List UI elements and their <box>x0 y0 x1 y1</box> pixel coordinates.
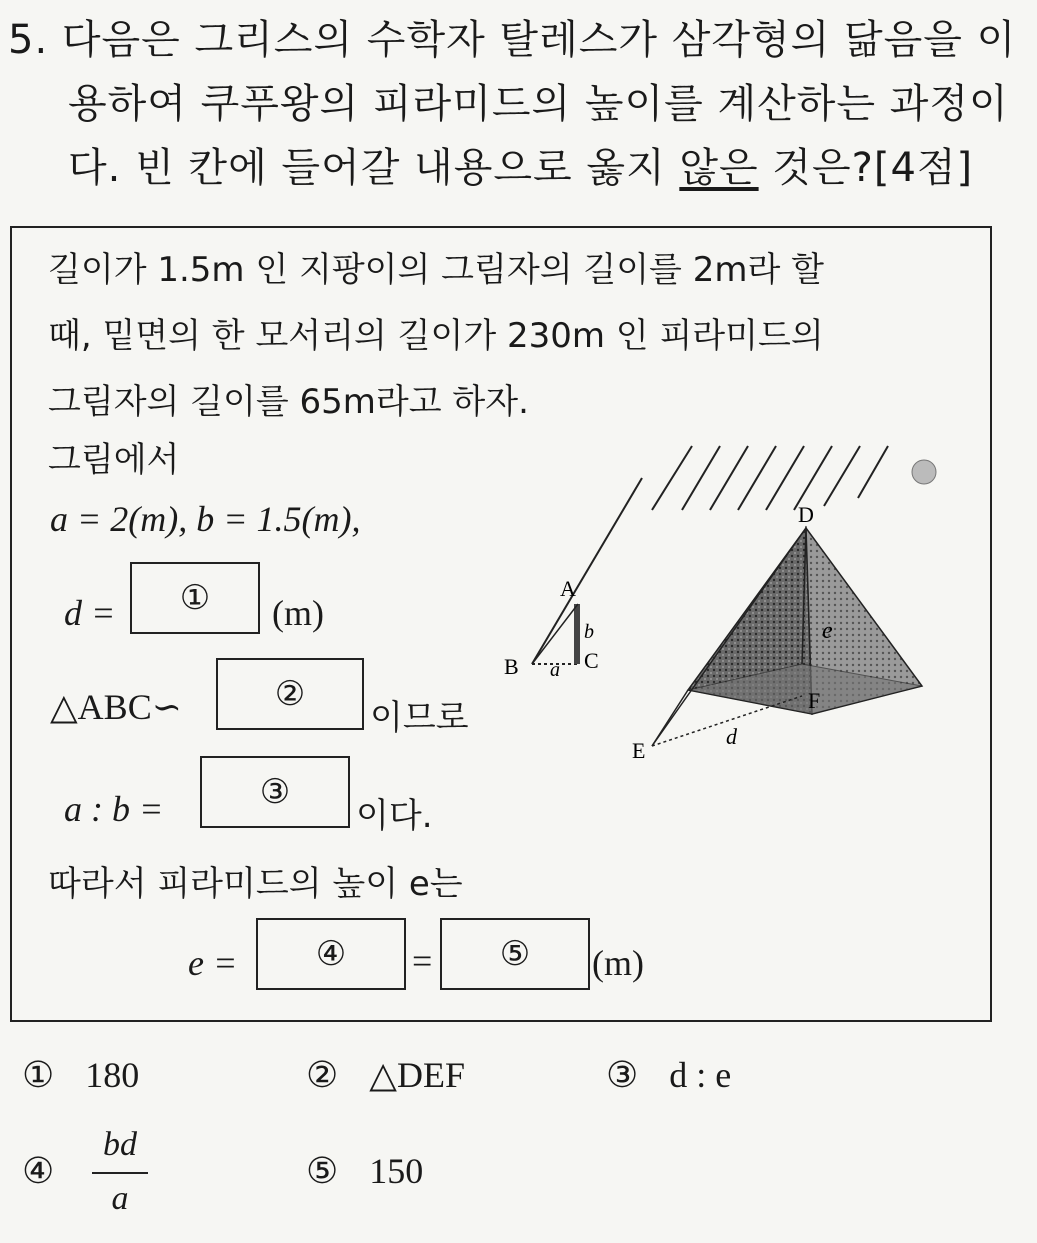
pyramid <box>652 528 922 746</box>
imeuro-text: 이므로 <box>370 698 469 738</box>
choice-4-fraction-bar <box>92 1172 148 1174</box>
choice-3-number: ③ <box>606 1055 639 1095</box>
label-d-point: D <box>798 502 814 527</box>
ida-text: 이다. <box>356 796 433 836</box>
box-paragraph-4: 그림에서 <box>48 440 180 480</box>
label-a-length: a <box>550 659 560 681</box>
label-f-point: F <box>808 688 821 713</box>
choice-3[interactable] <box>606 1054 731 1096</box>
label-b-point: B <box>504 654 519 679</box>
label-d-length: d <box>726 724 737 749</box>
choice-4-number: ④ <box>22 1151 55 1191</box>
question-line-3 <box>68 136 973 200</box>
blank-5: ⑤ <box>440 918 590 990</box>
e-label: e = <box>188 943 238 983</box>
blank-1: ① <box>130 562 260 634</box>
choice-1-number: ① <box>22 1055 55 1095</box>
d-label: d = <box>64 593 116 633</box>
box-paragraph-3: 그림자의 길이를 65m라고 하자. <box>48 382 529 422</box>
label-e-height: e <box>822 618 833 644</box>
choice-5-number: ⑤ <box>306 1151 339 1191</box>
question-number: 5. <box>8 17 49 63</box>
label-e-point: E <box>632 738 646 763</box>
blank-4: ④ <box>256 918 406 990</box>
triangle-abc-label: △ABC∽ <box>50 687 182 727</box>
blank-3: ③ <box>200 756 350 828</box>
therefore-text: 따라서 피라미드의 높이 e는 <box>48 864 463 904</box>
choice-1-text: 180 <box>85 1055 140 1095</box>
unit-m-2: (m) <box>592 943 644 983</box>
choice-2-text: △DEF <box>369 1055 465 1095</box>
question-text-3a: 다. 빈 칸에 들어갈 내용으로 옳지 <box>68 145 680 191</box>
question-text-1: 다음은 그리스의 수학자 탈레스가 삼각형의 닮음을 이 <box>61 17 1017 63</box>
label-c-point: C <box>584 648 599 673</box>
box-paragraph-2: 때, 밑면의 한 모서리의 길이가 230m 인 피라미드의 <box>48 316 824 356</box>
choice-2-number: ② <box>306 1055 339 1095</box>
question-text-3c: 것은?[4점] <box>758 145 974 191</box>
shadow-figure <box>502 428 982 788</box>
ratio-label: a : b = <box>64 789 164 829</box>
choice-1[interactable] <box>22 1054 139 1096</box>
blank-2: ② <box>216 658 364 730</box>
label-a-point: A <box>560 576 576 601</box>
choice-3-text: d : e <box>669 1055 732 1095</box>
box-paragraph-1: 길이가 1.5m 인 지팡이의 그림자의 길이를 2m라 할 <box>48 250 824 290</box>
emphasis-not: 않은 <box>679 145 759 191</box>
question-line-2: 용하여 쿠푸왕의 피라미드의 높이를 계산하는 과정이 <box>68 81 1009 127</box>
choice-2[interactable] <box>306 1054 465 1096</box>
given-ab: a = 2(m), b = 1.5(m), <box>50 499 361 539</box>
choice-4-numerator: bd <box>103 1126 137 1163</box>
choice-4[interactable] <box>22 1150 54 1192</box>
equals-sign: = <box>412 941 433 981</box>
label-b-length: b <box>584 621 594 643</box>
question-line-1 <box>8 8 1016 72</box>
sun-icon <box>912 460 936 484</box>
choice-5-text: 150 <box>369 1151 424 1191</box>
choice-5[interactable] <box>306 1150 423 1192</box>
choice-4-denominator: a <box>111 1180 129 1217</box>
problem-box <box>10 226 992 1022</box>
staff-triangle <box>532 604 580 664</box>
unit-m-1: (m) <box>272 593 324 633</box>
